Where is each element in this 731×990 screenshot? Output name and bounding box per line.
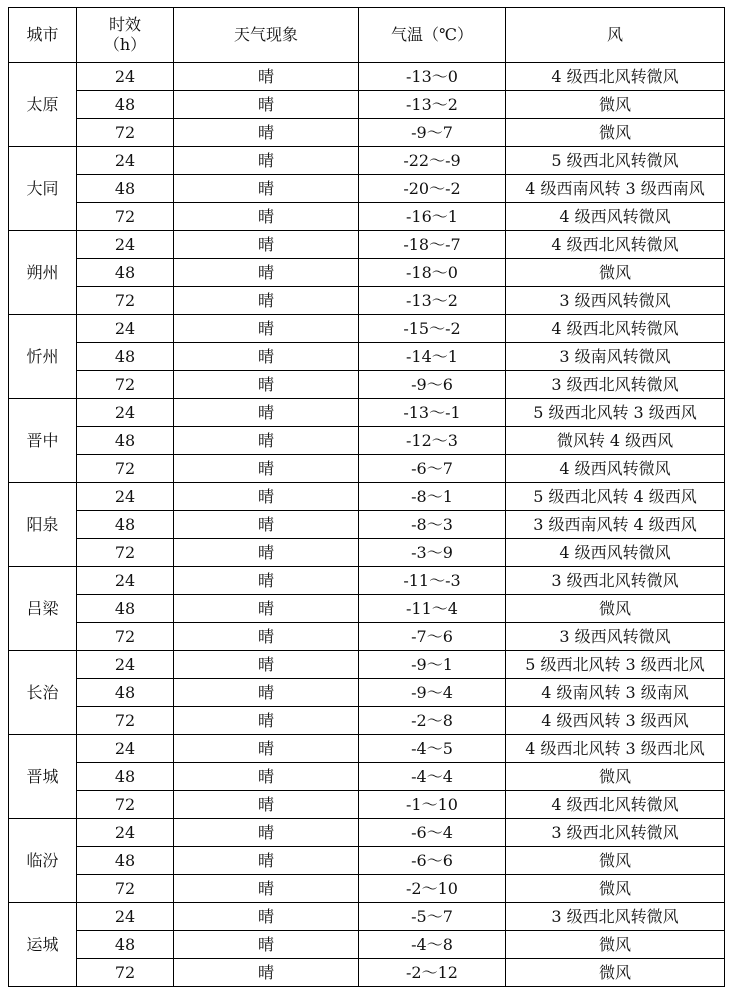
forecast-body	[9, 63, 725, 987]
temperature-cell: -2～12	[359, 959, 506, 987]
table-row	[9, 679, 725, 707]
forecast-table	[8, 7, 725, 987]
city-name-cell: 晋中	[9, 399, 77, 483]
table-row	[9, 819, 725, 847]
table-row	[9, 287, 725, 315]
temperature-cell: -13～2	[359, 287, 506, 315]
weather-cell: 晴	[174, 231, 359, 259]
table-row	[9, 791, 725, 819]
temperature-cell: -2～8	[359, 707, 506, 735]
temperature-cell: -9～7	[359, 119, 506, 147]
wind-cell: 4 级西北风转微风	[506, 315, 725, 343]
weather-cell: 晴	[174, 203, 359, 231]
weather-cell: 晴	[174, 903, 359, 931]
header-row	[9, 8, 725, 63]
wind-cell: 4 级西南风转 3 级西南风	[506, 175, 725, 203]
temperature-cell: -4～8	[359, 931, 506, 959]
wind-cell: 微风	[506, 875, 725, 903]
temperature-cell: -9～4	[359, 679, 506, 707]
table-row	[9, 931, 725, 959]
city-name-cell: 太原	[9, 63, 77, 147]
table-row	[9, 763, 725, 791]
period-cell: 72	[77, 455, 174, 483]
table-row	[9, 315, 725, 343]
temperature-cell: -12～3	[359, 427, 506, 455]
period-cell: 72	[77, 623, 174, 651]
city-name-cell: 吕梁	[9, 567, 77, 651]
table-row	[9, 903, 725, 931]
header-temperature: 气温（℃）	[359, 8, 506, 63]
weather-cell: 晴	[174, 483, 359, 511]
wind-cell: 微风	[506, 259, 725, 287]
temperature-cell: -5～7	[359, 903, 506, 931]
weather-cell: 晴	[174, 707, 359, 735]
temperature-cell: -20～-2	[359, 175, 506, 203]
weather-cell: 晴	[174, 679, 359, 707]
wind-cell: 微风	[506, 959, 725, 987]
period-cell: 24	[77, 231, 174, 259]
period-cell: 24	[77, 567, 174, 595]
weather-cell: 晴	[174, 651, 359, 679]
table-row	[9, 343, 725, 371]
temperature-cell: -13～-1	[359, 399, 506, 427]
period-cell: 24	[77, 903, 174, 931]
period-cell: 48	[77, 595, 174, 623]
period-cell: 72	[77, 203, 174, 231]
table-row	[9, 371, 725, 399]
weather-cell: 晴	[174, 511, 359, 539]
table-row	[9, 735, 725, 763]
wind-cell: 3 级西北风转微风	[506, 819, 725, 847]
period-cell: 48	[77, 511, 174, 539]
table-row	[9, 63, 725, 91]
city-name-cell: 阳泉	[9, 483, 77, 567]
wind-cell: 微风	[506, 91, 725, 119]
wind-cell: 微风转 4 级西风	[506, 427, 725, 455]
weather-cell: 晴	[174, 931, 359, 959]
period-cell: 48	[77, 91, 174, 119]
period-cell: 72	[77, 371, 174, 399]
header-period	[77, 8, 174, 63]
temperature-cell: -8～3	[359, 511, 506, 539]
wind-cell: 3 级西北风转微风	[506, 567, 725, 595]
table-row	[9, 231, 725, 259]
period-cell: 24	[77, 147, 174, 175]
weather-cell: 晴	[174, 791, 359, 819]
temperature-cell: -13～0	[359, 63, 506, 91]
city-name-cell: 运城	[9, 903, 77, 987]
weather-cell: 晴	[174, 175, 359, 203]
temperature-cell: -3～9	[359, 539, 506, 567]
wind-cell: 3 级西南风转 4 级西风	[506, 511, 725, 539]
weather-cell: 晴	[174, 567, 359, 595]
table-row	[9, 483, 725, 511]
wind-cell: 4 级西风转微风	[506, 203, 725, 231]
temperature-cell: -8～1	[359, 483, 506, 511]
table-row	[9, 175, 725, 203]
table-row	[9, 539, 725, 567]
wind-cell: 4 级西风转 3 级西风	[506, 707, 725, 735]
temperature-cell: -6～7	[359, 455, 506, 483]
period-cell: 48	[77, 175, 174, 203]
temperature-cell: -4～4	[359, 763, 506, 791]
city-name-cell: 忻州	[9, 315, 77, 399]
weather-cell: 晴	[174, 875, 359, 903]
header-city: 城市	[9, 8, 77, 63]
temperature-cell: -7～6	[359, 623, 506, 651]
temperature-cell: -18～-7	[359, 231, 506, 259]
temperature-cell: -4～5	[359, 735, 506, 763]
period-cell: 24	[77, 483, 174, 511]
table-row	[9, 399, 725, 427]
weather-cell: 晴	[174, 539, 359, 567]
weather-cell: 晴	[174, 595, 359, 623]
period-cell: 24	[77, 63, 174, 91]
header-period-line2: （h）	[103, 35, 147, 54]
temperature-cell: -11～-3	[359, 567, 506, 595]
wind-cell: 微风	[506, 763, 725, 791]
table-row	[9, 651, 725, 679]
period-cell: 24	[77, 735, 174, 763]
period-cell: 72	[77, 959, 174, 987]
temperature-cell: -13～2	[359, 91, 506, 119]
weather-cell: 晴	[174, 959, 359, 987]
table-row	[9, 707, 725, 735]
wind-cell: 5 级西北风转 4 级西风	[506, 483, 725, 511]
temperature-cell: -11～4	[359, 595, 506, 623]
temperature-cell: -18～0	[359, 259, 506, 287]
weather-cell: 晴	[174, 259, 359, 287]
wind-cell: 4 级西风转微风	[506, 539, 725, 567]
weather-cell: 晴	[174, 819, 359, 847]
table-row	[9, 203, 725, 231]
city-name-cell: 临汾	[9, 819, 77, 903]
wind-cell: 4 级南风转 3 级南风	[506, 679, 725, 707]
period-cell: 48	[77, 259, 174, 287]
table-row	[9, 147, 725, 175]
table-row	[9, 427, 725, 455]
period-cell: 48	[77, 427, 174, 455]
weather-cell: 晴	[174, 343, 359, 371]
temperature-cell: -9～6	[359, 371, 506, 399]
period-cell: 24	[77, 399, 174, 427]
temperature-cell: -1～10	[359, 791, 506, 819]
wind-cell: 3 级西风转微风	[506, 287, 725, 315]
period-cell: 48	[77, 763, 174, 791]
wind-cell: 3 级西北风转微风	[506, 903, 725, 931]
period-cell: 72	[77, 707, 174, 735]
weather-cell: 晴	[174, 371, 359, 399]
temperature-cell: -2～10	[359, 875, 506, 903]
temperature-cell: -6～6	[359, 847, 506, 875]
wind-cell: 4 级西风转微风	[506, 455, 725, 483]
period-cell: 48	[77, 679, 174, 707]
table-row	[9, 511, 725, 539]
period-cell: 72	[77, 119, 174, 147]
wind-cell: 3 级西风转微风	[506, 623, 725, 651]
weather-cell: 晴	[174, 399, 359, 427]
temperature-cell: -9～1	[359, 651, 506, 679]
temperature-cell: -14～1	[359, 343, 506, 371]
weather-cell: 晴	[174, 91, 359, 119]
wind-cell: 微风	[506, 595, 725, 623]
table-row	[9, 847, 725, 875]
period-cell: 72	[77, 875, 174, 903]
weather-cell: 晴	[174, 315, 359, 343]
weather-cell: 晴	[174, 119, 359, 147]
wind-cell: 4 级西北风转微风	[506, 791, 725, 819]
wind-cell: 微风	[506, 931, 725, 959]
period-cell: 72	[77, 791, 174, 819]
period-cell: 48	[77, 847, 174, 875]
table-row	[9, 623, 725, 651]
weather-cell: 晴	[174, 427, 359, 455]
period-cell: 48	[77, 343, 174, 371]
weather-cell: 晴	[174, 63, 359, 91]
period-cell: 72	[77, 539, 174, 567]
city-name-cell: 晋城	[9, 735, 77, 819]
wind-cell: 4 级西北风转微风	[506, 231, 725, 259]
table-row	[9, 259, 725, 287]
weather-cell: 晴	[174, 455, 359, 483]
wind-cell: 微风	[506, 119, 725, 147]
wind-cell: 5 级西北风转 3 级西风	[506, 399, 725, 427]
table-row	[9, 91, 725, 119]
wind-cell: 5 级西北风转 3 级西北风	[506, 651, 725, 679]
period-cell: 48	[77, 931, 174, 959]
wind-cell: 4 级西北风转 3 级西北风	[506, 735, 725, 763]
period-cell: 72	[77, 287, 174, 315]
header-wind: 风	[506, 8, 725, 63]
wind-cell: 5 级西北风转微风	[506, 147, 725, 175]
period-cell: 24	[77, 651, 174, 679]
weather-cell: 晴	[174, 735, 359, 763]
temperature-cell: -16～1	[359, 203, 506, 231]
weather-cell: 晴	[174, 763, 359, 791]
weather-cell: 晴	[174, 623, 359, 651]
table-row	[9, 595, 725, 623]
header-weather: 天气现象	[174, 8, 359, 63]
wind-cell: 4 级西北风转微风	[506, 63, 725, 91]
table-row	[9, 875, 725, 903]
table-row	[9, 959, 725, 987]
wind-cell: 微风	[506, 847, 725, 875]
table-row	[9, 567, 725, 595]
weather-cell: 晴	[174, 847, 359, 875]
period-cell: 24	[77, 819, 174, 847]
city-name-cell: 大同	[9, 147, 77, 231]
temperature-cell: -15～-2	[359, 315, 506, 343]
table-row	[9, 455, 725, 483]
temperature-cell: -6～4	[359, 819, 506, 847]
city-name-cell: 长治	[9, 651, 77, 735]
wind-cell: 3 级南风转微风	[506, 343, 725, 371]
city-name-cell: 朔州	[9, 231, 77, 315]
weather-cell: 晴	[174, 147, 359, 175]
period-cell: 24	[77, 315, 174, 343]
wind-cell: 3 级西北风转微风	[506, 371, 725, 399]
weather-cell: 晴	[174, 287, 359, 315]
header-period-line1: 时效	[108, 15, 141, 34]
table-row	[9, 119, 725, 147]
temperature-cell: -22～-9	[359, 147, 506, 175]
